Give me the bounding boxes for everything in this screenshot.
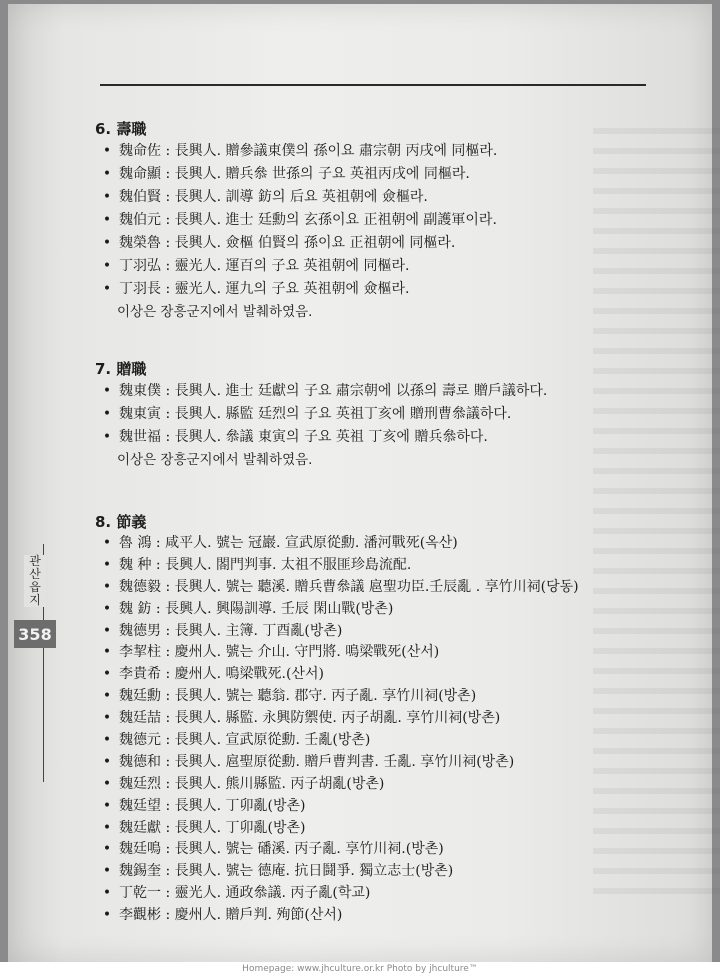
footer-credit: Homepage: www.jhculture.or.kr Photo by jhculture™	[0, 962, 720, 977]
list-item: • 魏德元 : 長興人. 宣武原從勳. 壬亂(방촌)	[102, 732, 371, 749]
list-item: • 魏命顯 : 長興人. 贈兵叅 世孫의 子요 英祖丙戌에 同樞라.	[102, 166, 470, 182]
entry-list	[95, 140, 635, 301]
side-book-title: 관산읍지	[24, 555, 46, 607]
section-title: 6. 壽職	[95, 120, 147, 138]
source-note: 이상은 장흥군지에서 발췌하였음.	[117, 304, 313, 320]
list-item: • 魏廷烈 : 長興人. 熊川縣監. 丙子胡亂(방촌)	[102, 775, 385, 792]
list-item: • 魏廷勳 : 長興人. 號는 聽翁. 郡守. 丙子亂. 享竹川祠(방촌)	[102, 688, 477, 705]
page-number: 358	[14, 620, 56, 648]
list-item: • 李觀彬 : 慶州人. 贈戶判. 殉節(산서)	[102, 907, 343, 924]
list-item: • 魏東僕 : 長興人. 進士 廷獻의 子요 肅宗朝에 以孫의 壽로 贈戶議하다.	[102, 383, 548, 399]
section-shou-zhi	[95, 118, 635, 323]
header-rule	[100, 84, 646, 86]
list-item: • 魏 鈁 : 長興人. 興陽訓導. 壬辰 閑山戰(방촌)	[102, 600, 394, 617]
section-zeng-zhi	[95, 358, 635, 471]
list-item: • 魏 种 : 長興人. 閤門判事. 太祖不服匪珍島流配.	[102, 556, 412, 573]
list-item: • 魯 鴻 : 咸平人. 號는 冠巖. 宣武原從勳. 潘河戰死(옥산)	[102, 535, 458, 551]
list-item: • 魏錫奎 : 長興人. 號는 德庵. 抗日鬪爭. 獨立志士(방촌)	[102, 863, 454, 880]
section-title: 8. 節義	[95, 513, 147, 531]
list-item: • 魏廷喆 : 長興人. 縣監. 永興防禦使. 丙子胡亂. 享竹川祠(방촌)	[102, 710, 501, 727]
entry-list	[95, 533, 635, 927]
list-item: • 丁羽弘 : 靈光人. 運百의 子요 英祖朝에 同樞라.	[102, 258, 410, 274]
list-item: • 魏德男 : 長興人. 主簿. 丁酉亂(방촌)	[102, 622, 343, 639]
list-item: • 魏德和 : 長興人. 扈聖原從勳. 贈戶曹判書. 壬亂. 享竹川祠(방촌)	[102, 753, 515, 770]
list-item: • 魏東寅 : 長興人. 縣監 廷烈의 子요 英祖丁亥에 贈刑曹叅議하다.	[102, 406, 512, 422]
list-item: • 魏伯賢 : 長興人. 訓導 鈁의 后요 英祖朝에 僉樞라.	[102, 189, 428, 205]
list-item: • 魏廷鳴 : 長興人. 號는 磻溪. 丙子亂. 享竹川祠.(방촌)	[102, 841, 444, 858]
list-item: • 魏德毅 : 長興人. 號는 聽溪. 贈兵曹叅議 扈聖功臣.壬辰亂 . 享竹川祠(당동)	[102, 578, 579, 595]
list-item: • 魏世福 : 長興人. 叅議 東寅의 子요 英祖 丁亥에 贈兵叅하다.	[102, 429, 488, 445]
section-title: 7. 贈職	[95, 360, 147, 378]
list-item: • 李挈柱 : 慶州人. 號는 介山. 守門將. 鳴梁戰死(산서)	[102, 644, 440, 661]
list-item: • 魏伯元 : 長興人. 進士 廷勳의 玄孫이요 正祖朝에 副護軍이라.	[102, 212, 497, 228]
list-item: • 丁乾一 : 靈光人. 通政叅議. 丙子亂(학교)	[102, 885, 371, 902]
source-note: 이상은 장흥군지에서 발췌하였음.	[117, 452, 313, 468]
list-item: • 李貴希 : 慶州人. 鳴梁戰死.(산서)	[102, 666, 324, 683]
list-item: • 丁羽長 : 靈光人. 運九의 子요 英祖朝에 僉樞라.	[102, 281, 410, 297]
list-item: • 魏榮魯 : 長興人. 僉樞 伯賢의 孫이요 正祖朝에 同樞라.	[102, 235, 456, 251]
list-item: • 魏廷獻 : 長興人. 丁卯亂(방촌)	[102, 819, 306, 836]
entry-list	[95, 380, 635, 449]
section-jie-yi	[95, 511, 635, 927]
page-content	[95, 118, 635, 927]
list-item: • 魏命佐 : 長興人. 贈參議東僕의 孫이요 肅宗朝 丙戌에 同樞라.	[102, 143, 498, 159]
list-item: • 魏廷望 : 長興人. 丁卯亂(방촌)	[102, 797, 306, 814]
